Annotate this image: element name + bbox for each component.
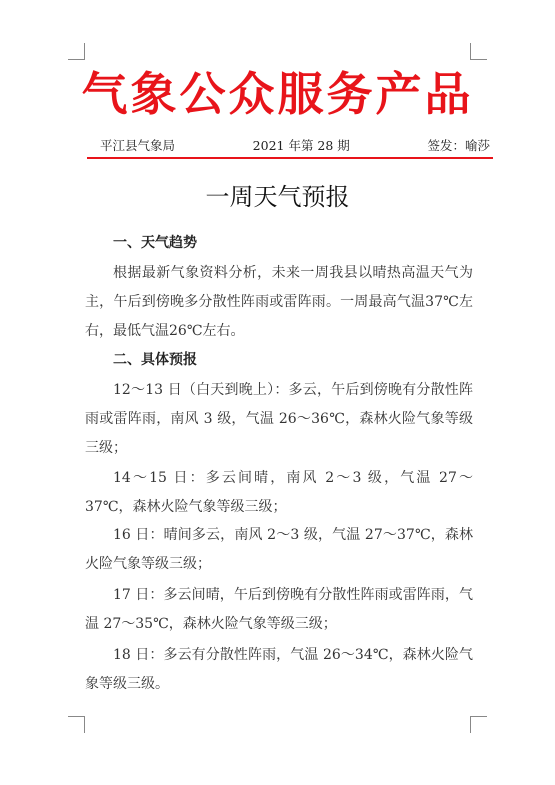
issue-number: 2021 年第 28 期 xyxy=(252,138,350,153)
page-corner-mark xyxy=(470,43,487,60)
forecast-paragraph: 17 日：多云间晴，午后到傍晚有分散性阵雨或雷阵雨，气温 27～35℃，森林火险气象等级三级； xyxy=(85,587,473,632)
header-divider xyxy=(87,157,493,159)
forecast-paragraph: 14～15 日：多云间晴，南风 2～3 级，气温 27～37℃，森林火险气象等级三级； xyxy=(85,470,473,515)
page-corner-mark xyxy=(68,43,85,60)
header-banner: 气象公众服务产品 xyxy=(81,67,474,121)
issue-info-line xyxy=(100,138,490,154)
issuer: 平江县气象局 xyxy=(100,138,176,153)
section-heading-forecast: 二、具体预报 xyxy=(113,352,197,368)
forecast-paragraph: 18 日：多云有分散性阵雨，气温 26～34℃，森林火险气象等级三级。 xyxy=(85,647,473,692)
forecast-paragraph: 12～13 日（白天到晚上）：多云，午后到傍晚有分散性阵雨或雷阵雨，南风 3 级，气温 26～36℃，森林火险气象等级三级； xyxy=(85,382,473,456)
signer: 签发：喻莎 xyxy=(427,138,490,153)
forecast-paragraph: 16 日：晴间多云，南风 2～3 级，气温 27～37℃，森林火险气象等级三级； xyxy=(85,527,473,572)
page-corner-mark xyxy=(68,716,85,733)
document-title: 一周天气预报 xyxy=(205,183,350,211)
page-corner-mark xyxy=(470,716,487,733)
section-heading-trend: 一、天气趋势 xyxy=(113,235,197,251)
trend-paragraph: 根据最新气象资料分析，未来一周我县以晴热高温天气为主，午后到傍晚多分散性阵雨或雷阵雨。一周最高气温37℃左右，最低气温26℃左右。 xyxy=(85,265,473,339)
